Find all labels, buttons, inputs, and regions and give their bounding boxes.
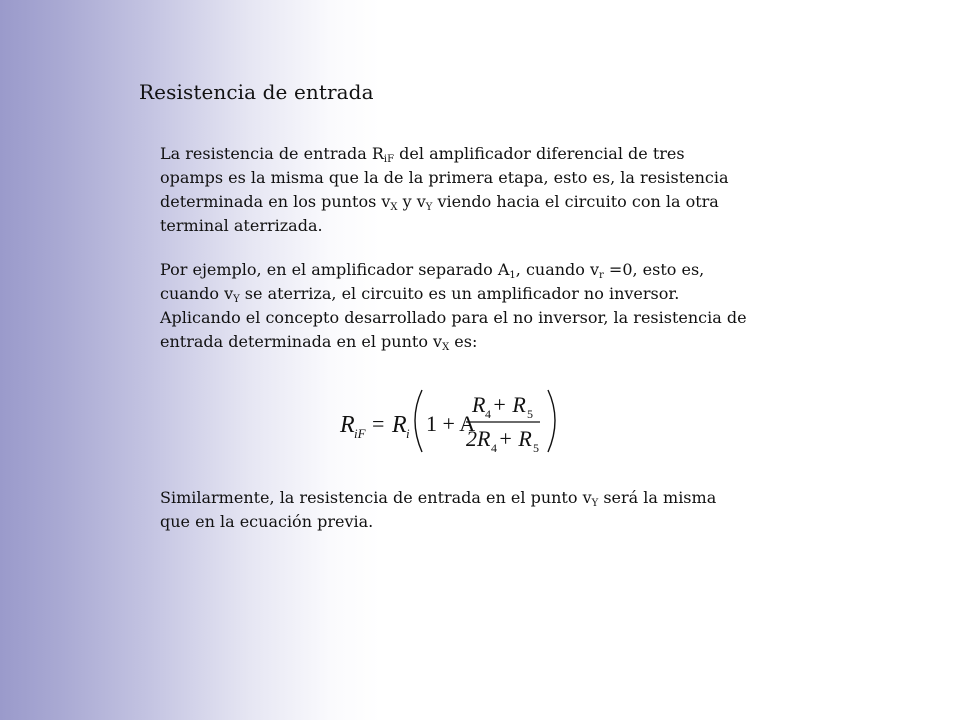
- eq-ri: R: [392, 412, 407, 438]
- eq-num-r4: R: [472, 392, 486, 417]
- paragraph-example: Por ejemplo, en el amplificador separado $A_1$, cuando $v_r =0$, esto es, cuando $v_Y$ se aterriza, el circuito es un amplificador no inversor. Aplicando el concepto desarrollado para el no inversor, la resistencia de entrada determinada en el punto $v_X$ es:: [160, 260, 747, 353]
- eq-num-sub5: 5: [527, 407, 533, 421]
- paragraph-input-resistance: La resistencia de entrada $R_{iF}$ del amplificador diferencial de tres opamps es la misma que la de la primera etapa, esto es, la resistencia determinada en los puntos $v_X$ y $v_Y$ viendo hacia el circuito con la otra terminal aterrizada.: [160, 144, 729, 235]
- eq-ri-sub: i: [406, 426, 410, 441]
- paragraph-similarly: Similarmente, la resistencia de entrada en el punto $v_Y$ será la misma que en la ecuación previa.: [160, 488, 717, 531]
- eq-den-2r4: 2R: [466, 426, 491, 451]
- eq-lhs-r: R: [340, 412, 355, 438]
- eq-den-plus-r: + R: [498, 426, 532, 451]
- eq-equals: =: [372, 411, 385, 436]
- eq-den-sub5: 5: [533, 441, 539, 455]
- eq-num-sub4: 4: [485, 407, 491, 421]
- left-parenthesis: [415, 390, 422, 452]
- input-resistance-equation: [330, 380, 570, 460]
- eq-one-plus-a: 1 + A: [426, 411, 476, 436]
- eq-den-sub4: 4: [491, 441, 497, 455]
- slide-title: Resistencia de entrada: [139, 80, 374, 104]
- right-parenthesis: [548, 390, 555, 452]
- eq-lhs-sub: iF: [354, 426, 366, 441]
- eq-num-plus-r: + R: [492, 392, 526, 417]
